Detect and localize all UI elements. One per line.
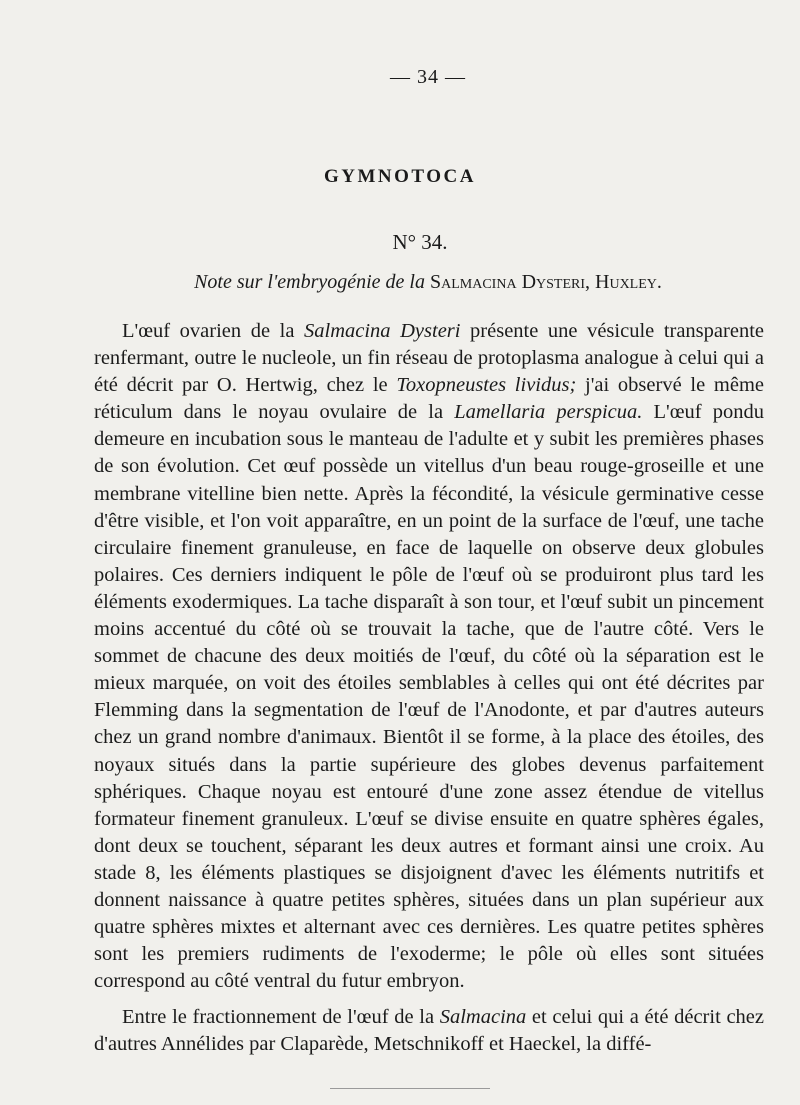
text-run: présente une vésicule transparente renfermant, outre le nucleole, un fin réseau de protoplasma analogue à celui qui a été décrit par O. Hertwig, chez le	[94, 320, 764, 397]
page-number: — 34 —	[390, 66, 466, 88]
italic-text: Salmacina Dysteri	[304, 320, 461, 342]
italic-text: Salmacina	[439, 1006, 527, 1029]
note-title-prefix: Note sur l'embryogénie de la	[194, 271, 430, 293]
italic-text: Toxopneustes lividus;	[396, 374, 577, 397]
text-run: j'ai observé le même réticulum dans le noyau ovulaire de la	[94, 374, 764, 424]
italic-text: Lamellaria perspicua.	[454, 401, 643, 424]
entry-number: N° 34.	[392, 230, 448, 254]
paragraph	[94, 318, 764, 995]
text-run: et celui qui a été décrit chez d'autres Annélides par Claparède, Metschnikoff et Haeckel, la diffé-	[94, 1006, 764, 1056]
text-run: L'œuf ovarien de la	[122, 320, 304, 342]
text-run: L'œuf pondu demeure en incubation sous le manteau de l'adulte et y subit les premières phases de son évolution. Cet œuf possède un vitellus d'un beau rouge-groseille et une membrane vitelline bien nette. Après la fécondité, la vésicule germinative cesse d'être visible, et l'on voit apparaître, en un point de la surface de l'œuf, une tache circulaire finement granuleuse, en face de laquelle on observe deux globules polaires. Ces derniers indiquent le pôle de l'œuf où se produiront plus tard les éléments exodermiques. La tache disparaît à son tour, et l'œuf subit un pincement moins accentué du côté où se trouvait la tache, que de l'autre côté. Vers le sommet de chacune des deux moitiés de l'œuf, du côté où la séparation est le mieux marquée, on voit des étoiles semblables à celles qui ont été décrites par Flemming dans la segmentation de l'œuf de l'Anodonte, et par d'autres auteurs chez un grand nombre d'animaux. Bientôt il se forme, à la place des étoiles, des noyaux situés dans la partie supérieure des globes devenus parfaitement sphériques. Chaque noyau est entouré d'une zone assez étendue de vitellus formateur finement granuleux. L'œuf se divise ensuite en quatre sphères égales, dont deux se touchent, séparant les deux autres et formant ainsi une croix. Au stade 8, les éléments plastiques se disjoignent d'avec les éléments nutritifs et donnent naissance à quatre petites sphères, situées dans un plan supérieur aux quatre sphères mixtes et alternant avec ces dernières. Les quatre petites sphères sont les premiers rudiments de l'exoderme; le pôle où elles sont situées correspond au côté ventral du futur embryon.	[94, 401, 764, 993]
note-title-species: Salmacina Dysteri	[430, 271, 586, 293]
section-title: GYMNOTOCA	[324, 166, 476, 187]
footer-divider	[330, 1088, 490, 1089]
body-text	[94, 318, 764, 1059]
paragraph	[94, 1004, 764, 1058]
note-title-author: , Huxley.	[585, 271, 662, 293]
text-run: Entre le fractionnement de l'œuf de la	[122, 1006, 440, 1029]
note-title	[0, 271, 800, 294]
